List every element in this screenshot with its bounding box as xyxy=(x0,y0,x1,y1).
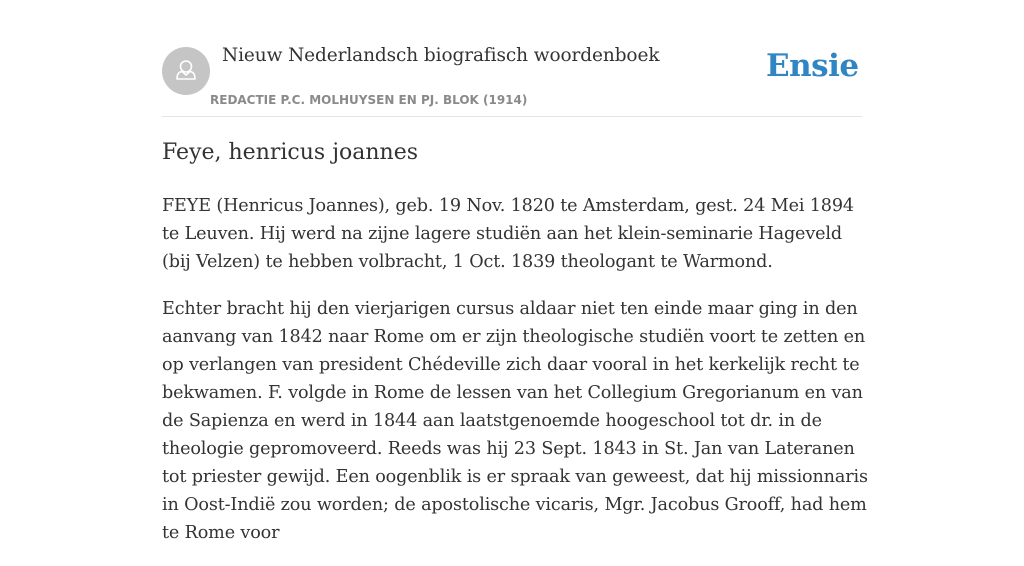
source-editors: REDACTIE P.C. MOLHUYSEN EN PJ. BLOK (1914) xyxy=(210,93,528,107)
article-title: Feye, henricus joannes xyxy=(162,140,419,165)
article-paragraph: Echter bracht hij den vierjarigen cursus aldaar niet ten einde maar ging in den aanvang van 1842 naar Rome om er zijn theologische studiën voort te zetten en op verlangen van president Chédeville zich daar vooral in het kerkelijk recht te bekwamen. F. volgde in Rome de lessen van het Collegium Gregorianum en van de Sapienza en werd in 1844 aan laatstgenoemde hoogeschool tot dr. in de theologie gepromoveerd. Reeds was hij 23 Sept. 1843 in St. Jan van Lateranen tot priester gewijd. Een oogenblik is er spraak van geweest, dat hij missionnaris in Oost-Indië zou worden; de apostolische vicaris, Mgr. Jacobus Grooff, had hem te Rome voor xyxy=(162,299,868,543)
source-header xyxy=(162,0,862,117)
article-body xyxy=(162,192,868,566)
user-icon xyxy=(162,47,210,95)
avatar xyxy=(162,47,210,95)
article-paragraph: FEYE (Henricus Joannes), geb. 19 Nov. 1820 te Amsterdam, gest. 24 Mei 1894 te Leuven. Hij werd na zijne lagere studiën aan het klein-seminarie Hageveld (bij Velzen) te hebben volbracht, 1 Oct. 1839 theologant te Warmond. xyxy=(162,196,854,272)
brand-logo[interactable]: Ensie xyxy=(766,48,859,84)
source-title[interactable]: Nieuw Nederlandsch biografisch woordenboek xyxy=(222,45,660,66)
